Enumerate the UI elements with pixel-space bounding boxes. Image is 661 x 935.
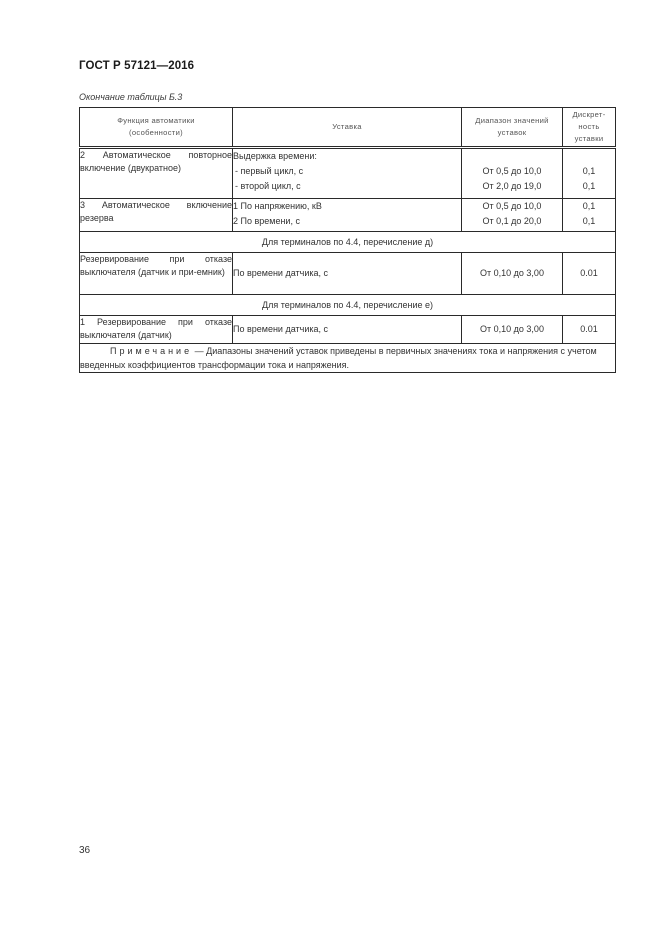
function-cell: 3 Автоматическое включение резерва <box>80 199 233 232</box>
header-line: Уставка <box>332 122 362 131</box>
setting-line: - первый цикл, с <box>235 166 304 176</box>
section-heading: Для терминалов по 4.4, перечисление е) <box>80 295 616 316</box>
note-label: Примечание <box>110 346 193 356</box>
note-cell <box>80 344 616 373</box>
table-row <box>80 199 616 232</box>
table-row <box>80 148 616 199</box>
step-value: 0,1 <box>582 181 596 191</box>
note-row <box>80 344 616 373</box>
range-value: От 0,1 до 20,0 <box>482 216 542 226</box>
step-value: 0,1 <box>582 166 596 176</box>
setting-cell <box>233 199 462 232</box>
column-header-range <box>462 108 563 148</box>
setting-line: 2 По времени, с <box>233 216 300 226</box>
column-header-function <box>80 108 233 148</box>
setting-cell: По времени датчика, с <box>233 253 462 295</box>
section-heading: Для терминалов по 4.4, перечисление д) <box>80 232 616 253</box>
header-line: уставок <box>497 128 527 137</box>
column-header-step <box>563 108 616 148</box>
setting-line: 1 По напряжению, кВ <box>233 201 322 211</box>
range-value: От 2,0 до 19,0 <box>482 181 542 191</box>
range-cell <box>462 148 563 199</box>
setting-line: Выдержка времени: <box>233 151 317 161</box>
range-cell <box>462 199 563 232</box>
function-cell: 2 Автоматическое повторное включение (двукратное) <box>80 148 233 199</box>
range-value: От 0,5 до 10,0 <box>482 166 542 176</box>
step-cell <box>563 148 616 199</box>
table-caption: Окончание таблицы Б.3 <box>79 92 183 102</box>
document-id: ГОСТ Р 57121—2016 <box>79 60 195 72</box>
setting-cell: По времени датчика, с <box>233 316 462 344</box>
table-row <box>80 316 616 344</box>
header-line: Функция автоматики <box>117 116 195 125</box>
step-value: 0,1 <box>582 216 596 226</box>
section-row <box>80 232 616 253</box>
function-cell: Резервирование при отказе выключателя (датчик и при-емник) <box>80 253 233 295</box>
section-row <box>80 295 616 316</box>
header-line: Диапазон значений <box>475 116 549 125</box>
step-cell <box>563 199 616 232</box>
header-line: уставки <box>574 134 604 143</box>
function-cell: 1 Резервирование при отказе выключателя (датчик) <box>80 316 233 344</box>
step-value: 0,1 <box>582 201 596 211</box>
range-cell: От 0,10 до 3,00 <box>462 253 563 295</box>
table-header-row <box>80 108 616 148</box>
setting-line: - второй цикл, с <box>235 181 301 191</box>
range-cell: От 0,10 до 3,00 <box>462 316 563 344</box>
header-line: ность <box>578 122 600 131</box>
header-line: (особенности) <box>129 128 183 137</box>
step-cell: 0.01 <box>563 316 616 344</box>
page-number: 36 <box>79 845 91 856</box>
step-cell: 0.01 <box>563 253 616 295</box>
setting-cell <box>233 148 462 199</box>
range-value: От 0,5 до 10,0 <box>482 201 542 211</box>
column-header-setting <box>233 108 462 148</box>
table-row <box>80 253 616 295</box>
settings-table <box>79 107 616 373</box>
header-line: Дискрет- <box>572 110 606 119</box>
note-text: — Диапазоны значений уставок приведены в первичных значениях тока и напряжения с учетом введенных коэффициентов трансформации тока и напряжения. <box>80 346 597 370</box>
